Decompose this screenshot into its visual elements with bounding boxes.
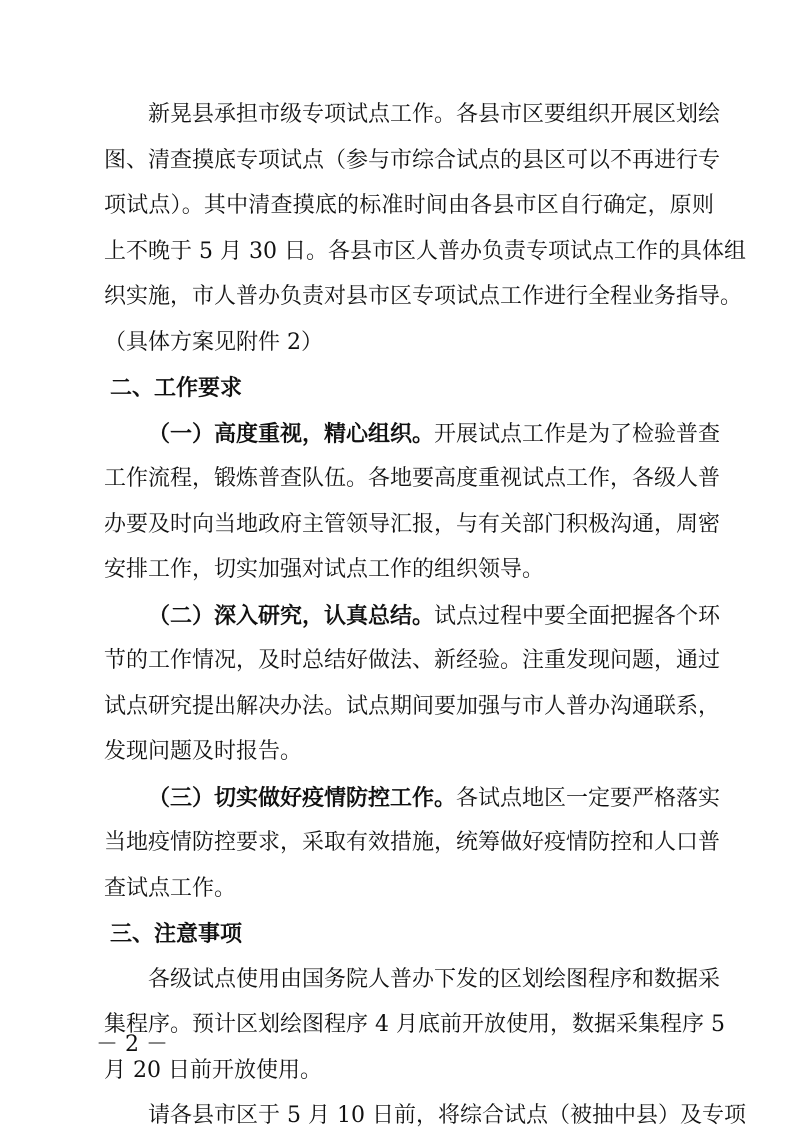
page-number: － 2 －: [96, 1032, 168, 1057]
paragraph-line: 查试点工作。: [104, 875, 237, 901]
item-first-line: [148, 419, 721, 450]
paragraph-line: 发现问题及时报告。: [104, 739, 303, 764]
paragraph-line: 节的工作情况，及时总结好做法、新经验。注重发现问题，通过: [104, 648, 721, 673]
item-text: 开展试点工作是为了检验普查: [434, 421, 721, 447]
section-heading: 三、注意事项: [110, 921, 243, 947]
item-title: （二）深入研究，认真总结。: [148, 602, 435, 629]
paragraph-line: 图、清查摸底专项试点（参与市综合试点的县区可以不再进行专: [104, 147, 721, 173]
paragraph-line: （具体方案见附件 2）: [104, 329, 323, 355]
paragraph-line: 上不晚于 5 月 30 日。各县市区人普办负责专项试点工作的具体组: [104, 238, 746, 264]
paragraph-line: 办要及时向当地政府主管领导汇报，与有关部门积极沟通，周密: [104, 511, 721, 537]
paragraph-line: 试点研究提出解决办法。试点期间要加强与市人普办沟通联系，: [104, 693, 721, 719]
item-title: （三）切实做好疫情防控工作。: [148, 784, 457, 811]
paragraph-line: 集程序。预计区划绘图程序 4 月底前开放使用，数据采集程序 5: [104, 1012, 725, 1037]
paragraph-line: 当地疫情防控要求，采取有效措施，统筹做好疫情防控和人口普: [104, 830, 721, 855]
item-first-line: [148, 601, 721, 632]
item-first-line: [148, 783, 721, 814]
item-text: 各试点地区一定要严格落实: [456, 785, 721, 811]
paragraph-line: 织实施，市人普办负责对县市区专项试点工作进行全程业务指导。: [104, 284, 743, 309]
paragraph-line: 工作流程，锻炼普查队伍。各地要高度重视试点工作，各级人普: [104, 466, 721, 491]
paragraph-line: 请各县市区于 5 月 10 日前，将综合试点（被抽中县）及专项: [148, 1103, 746, 1128]
paragraph-line: 新晃县承担市级专项试点工作。各县市区要组织开展区划绘: [148, 102, 721, 127]
item-text: 试点过程中要全面把握各个环: [434, 603, 721, 629]
paragraph-line: 安排工作，切实加强对试点工作的组织领导。: [104, 557, 545, 582]
paragraph-line: 月 20 日前开放使用。: [104, 1057, 322, 1083]
paragraph-line: 各级试点使用由国务院人普办下发的区划绘图程序和数据采: [148, 966, 721, 992]
paragraph-line: 项试点）。其中清查摸底的标准时间由各县市区自行确定，原则: [104, 193, 714, 218]
section-heading: 二、工作要求: [110, 375, 243, 401]
item-title: （一）高度重视，精心组织。: [148, 420, 435, 447]
